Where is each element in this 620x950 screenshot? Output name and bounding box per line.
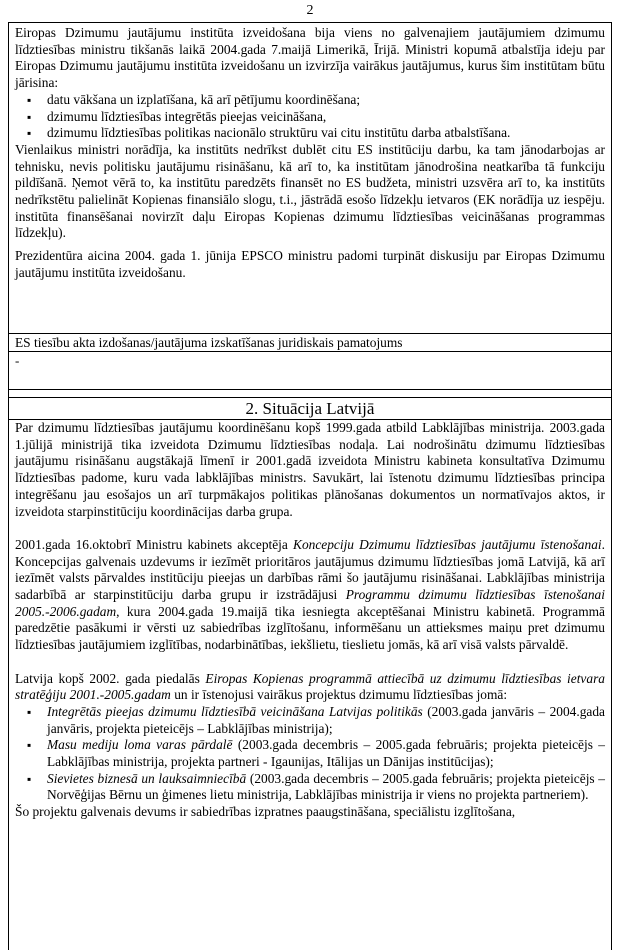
section-body [9, 420, 611, 821]
paragraph: Eiropas Dzimumu jautājumu institūta izveidošana bija viens no galvenajiem jautājumiem dzimumu līdztiesības ministru tikšanās laikā 2004.gada 7.maijā Limerikā, Īrijā. Ministri kopumā atbalstīja ideju par Eiropas Dzimumu jautājumu institūta izveidošanu un izvirzīja vairākus jautājumus, kurus šim institūtam būtu jārisina: [15, 25, 605, 91]
paragraph: Vienlaikus ministri norādīja, ka institūts nedrīkst dublēt citu ES institūciju darbu, ka tam jānodarbojas ar tehnisku, nevis politisku jautājumu risināšanu, kā arī to, ka institūtam jānodrošina neatkarība tā funkciju pildīšanā. Ņemot vērā to, ka institūtu paredzēts finansēt no ES budžeta, ministri uzsvēra arī to, ka institūts nedrīkstētu palielināt Kopienas finansiālo slogu, t.i., jāstrādā esošo līdzekļu ietvaros (EK norādīja uz iespēju. institūta finansēšanai novirzīt daļu Eiropas Kopienas dzimumu līdztiesības veicināšanas programmas līdzekļu). [15, 141, 605, 241]
paragraph: Latvija kopš 2002. gada piedalās Eiropas Kopienas programmā attiecībā uz dzimumu līdztiesības ietvara stratēģiju 2001.-2005.gadam un ir īstenojusi vairākus projektus dzimumu līdztiesības jomā: [15, 670, 605, 703]
paragraph: 2001.gada 16.oktobrī Ministru kabinets akceptēja Koncepciju Dzimumu līdztiesības jautājumu īstenošanai. Koncepcijas galvenais uzdevums ir iezīmēt prioritāros jautājumus dzimumu līdztiesības jomā Latvijā, kā arī iezīmēt valsts pārvaldes institūciju pieejas un darbības rāmi šo jautājumu risināšanai. Labklājības ministrija sadarbībā ar starpinstitūciju darba grupu ir izstrādājusi Programmu dzimumu līdztiesības īstenošanai 2005.-2006.gadam, kura 2004.gada 19.maijā tika iesniegta akceptēšanai Ministru kabinetā. Programmā paredzētie pasākumi ir vērsti uz sabiedrības izglītošanu, informēšanu un attieksmes maiņu pret dzimumu līdztiesības jautājumiem izglītības, nodarbinātības, iekšlietu, tieslietu jomās, kā arī visā valsts pārvaldē. [15, 536, 605, 653]
section-heading: 2. Situācija Latvijā [9, 398, 611, 420]
legal-basis-heading-row [9, 333, 611, 351]
institute-discussion-block [9, 22, 611, 333]
section-latvia [9, 397, 611, 821]
list-item: ▪ datu vākšana un izplatīšana, kā arī pētījumu koordinēšana; [47, 92, 605, 109]
spacer [9, 390, 611, 397]
bullet-list [15, 92, 605, 142]
blank-line [15, 654, 605, 671]
paragraph: Par dzimumu līdztiesības jautājumu koordinēšanu kopš 1999.gada atbild Labklājības ministrija. 2003.gada 1.jūlijā ministrijā tika izveidota Dzimumu līdztiesības nodaļa. Lai nodrošinātu dzimumu līdztiesības jautājumu risināšanu augstākajā līmenī ir 2001.gadā izveidota Ministru kabineta konsultatīva Dzimumu līdztiesības padome, kuru vada labklājības ministrs. Savukārt, lai īstenotu dzimumu līdztiesības principa integrēšanu jau esošajos un arī turpmākajos politikas plānošanas dokumentos un normatīvajos aktos, ir izveidota starpinstitūciju koordinācijas darba grupa. [15, 420, 605, 519]
legal-basis-value: - [15, 353, 20, 368]
blank-line [15, 520, 605, 537]
list-item: ▪ Sievietes biznesā un lauksaimniecībā (2003.gada decembris – 2005.gada februāris; projekta pieteicējs – Norvēģijas Bērnu un ģimenes lietu ministrija, Labklājības ministrija ir viens no projekta partneriem). [47, 771, 605, 804]
list-item: ▪ Integrētās pieejas dzimumu līdztiesībā veicināšana Latvijas politikās (2003.gada janvāris – 2004.gada janvāris, projekta pieteicējs – Labklājības ministrija); [47, 704, 605, 737]
list-item: ▪ dzimumu līdztiesības politikas nacionālo struktūru vai citu institūtu darba atbalstīšana. [47, 125, 605, 142]
list-item: ▪ Masu mediju loma varas pārdalē (2003.gada decembris – 2005.gada februāris; projekta pieteicējs – Labklājības ministrija, projekta partneri - Igaunijas, Itālijas un Dānijas institūcijas); [47, 737, 605, 770]
ec-programme-title: Eiropas Kopienas programmā attiecībā uz dzimumu līdztiesības ietvara stratēģiju 2001.-2005.gadam [15, 670, 605, 703]
paragraph: Šo projektu galvenais devums ir sabiedrības izpratnes paaugstināšana, speciālistu izglītošana, [15, 804, 516, 820]
paragraph: Prezidentūra aicina 2004. gada 1. jūnija EPSCO ministru padomi turpināt diskusiju par Eiropas Dzimumu jautājumu institūta izveidošanu. [15, 248, 605, 280]
page-number: 2 [306, 3, 314, 18]
document-frame [8, 22, 612, 950]
programme-title: Programmu dzimumu līdztiesības īstenošanai 2005.-2006.gadam [15, 587, 605, 619]
list-item: ▪ dzimumu līdztiesības integrētās pieejas veicināšana, [47, 109, 605, 126]
legal-basis-heading: ES tiesību akta izdošanas/jautājuma izskatīšanas juridiskais pamatojums [15, 335, 403, 350]
legal-basis-value-row [9, 351, 611, 390]
project-list [15, 704, 605, 804]
concept-title: Koncepciju Dzimumu līdztiesības jautājumu īstenošanai [293, 536, 602, 552]
